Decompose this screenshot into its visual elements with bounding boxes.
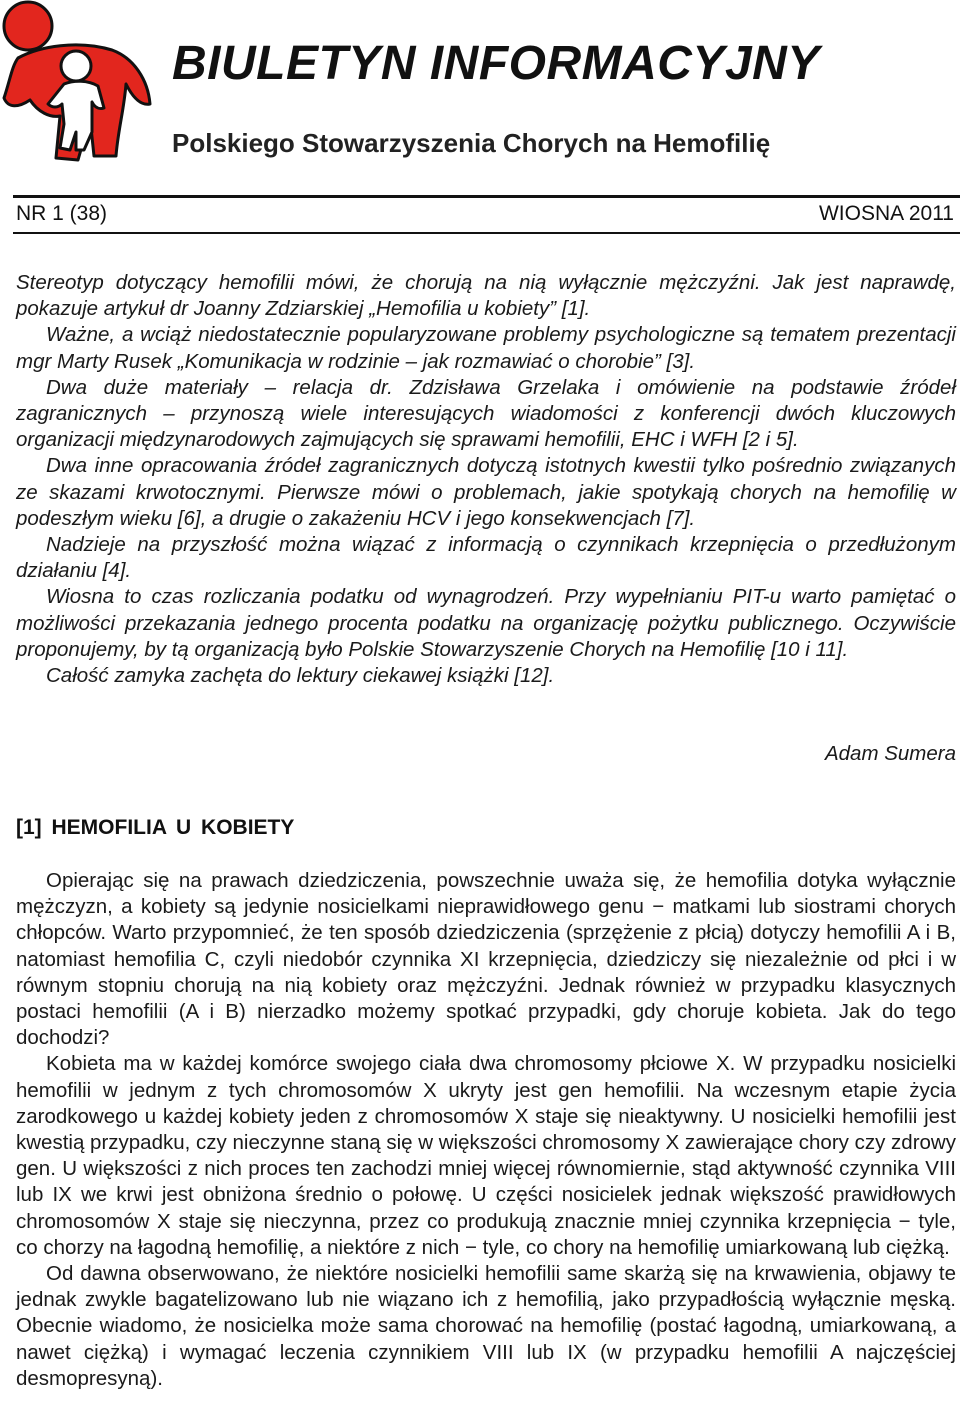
intro-paragraph: Nadzieje na przyszłość można wiązać z informacją o czynnikach krzepnięcia o przedłużonym działaniu [4]. <box>16 533 956 583</box>
logo-figures-graphic <box>0 0 160 170</box>
editorial-signature: Adam Sumera <box>824 742 956 765</box>
intro-paragraph: Dwa inne opracowania źródeł zagranicznych dotyczą istotnych kwestii tylko pośrednio związanych ze skazami krwotocznymi. Pierwsze mówi o problemach, jakie spotykają chorych na hemofilię w podeszłym wieku [6], a drugie o zakażeniu HCV i jego konsekwencjach [7]. <box>16 454 956 530</box>
intro-paragraph: Całość zamyka zachęta do lektury ciekawej książki [12]. <box>46 664 555 688</box>
article-paragraph: Opierając się na prawach dziedziczenia, powszechnie uważa się, że hemofilia dotyka wyłącznie mężczyzn, a kobiety są jedynie nosicielkami nieprawidłowego genu − matkami lub siostrami chorych chłopców. Warto przypomnieć, że ten sposób dziedziczenia (sprzężenie z płcią) dotyczy hemofilii A i B, natomiast hemofilia C, czyli niedobór czynnika XI krzepnięcia, dziedziczy się niezależnie od płci i w równym stopniu chorują na nią kobiety oraz mężczyźni. Jednak również w przypadku klasycznych postaci hemofilii (A i B) nierzadko możemy spotkać przypadki, gdy choruje kobieta. Jak do tego dochodzi? <box>16 869 956 1050</box>
article-paragraph: Od dawna obserwowano, że niektóre nosicielki hemofilii same skarżą się na krwawienia, objawy te jednak zwykle bagatelizowano lub nie wiązano ich z hemofilią, jako przypadłością wyłącznie męską. Obecnie wiadomo, że nosicielka może sama chorować na hemofilię (postać łagodną, umiarkowaną, a nawet ciężką) i wymagać leczenia czynnikiem VIII lub IX (w przypadku hemofilii A najczęściej desmopresyną). <box>16 1262 956 1390</box>
issue-number: NR 1 (38) <box>16 202 108 225</box>
editorial-intro <box>16 270 956 689</box>
article-paragraph: Kobieta ma w każdej komórce swojego ciała dwa chromosomy płciowe X. W przypadku nosicielki hemofilii w jednym z tych chromosomów X ukryty jest gen hemofilii. Na wczesnym etapie życia zarodkowego u każdej kobiety jeden z chromosomów X staje się nieaktywny. U nosicielki hemofilii jest kwestią przypadku, czy nieczynne staną się w większości chromosomy X zawierające chory czy zdrowy gen. U większości z nich proces ten zachodzi mniej więcej równomiernie, stąd aktywność czynnika VIII lub IX we krwi jest obniżona średnio o połowę. U części nosicielek jednak większość prawidłowych chromosomów X staje się nieczynna, przez co produkują znacznie mniej czynnika krzepnięcia − tyle, co chorzy na łagodną hemofilię, a niektóre z nich − tyle, co chory na hemofilię umiarkowaną lub ciężką. <box>16 1052 956 1259</box>
issue-season: WIOSNA 2011 <box>818 202 954 225</box>
article-heading: [1] HEMOFILIA U KOBIETY <box>16 816 295 839</box>
intro-paragraph: Dwa duże materiały – relacja dr. Zdzisława Grzelaka i omówienie na podstawie źródeł zagranicznych – przynoszą wiele interesujących wiadomości z konferencji dwóch kluczowych organizacji międzynarodowych zajmujących się sprawami hemofilii, EHC i WFH [2 i 5]. <box>16 375 956 452</box>
intro-paragraph: Wiosna to czas rozliczania podatku od wynagrodzeń. Przy wypełnianiu PIT-u warto pamiętać o możliwości przekazania jednego procenta podatku na organizację pożytku publicznego. Oczywiście proponujemy, by tą organizacją było Polskie Stowarzyszenie Chorych na Hemofilię [10 i 11]. <box>16 585 956 661</box>
article-body <box>16 868 956 1392</box>
newsletter-title: BIULETYN INFORMACYJNY <box>172 37 820 90</box>
intro-paragraph: Ważne, a wciąż niedostatecznie popularyzowane problemy psychologiczne są tematem prezentacji mgr Marty Rusek „Komunikacja w rodzinie – jak rozmawiać o chorobie” [3]. <box>16 323 956 373</box>
header-rule-bottom <box>13 232 960 234</box>
organization-logo <box>0 0 160 170</box>
newsletter-subtitle: Polskiego Stowarzyszenia Chorych na Hemofilię <box>172 128 771 158</box>
header-rule-top <box>13 195 960 198</box>
intro-paragraph: Stereotyp dotyczący hemofilii mówi, że chorują na nią wyłącznie mężczyźni. Jak jest naprawdę, pokazuje artykuł dr Joanny Zdziarskiej „Hemofilia u kobiety” [1]. <box>16 271 956 321</box>
